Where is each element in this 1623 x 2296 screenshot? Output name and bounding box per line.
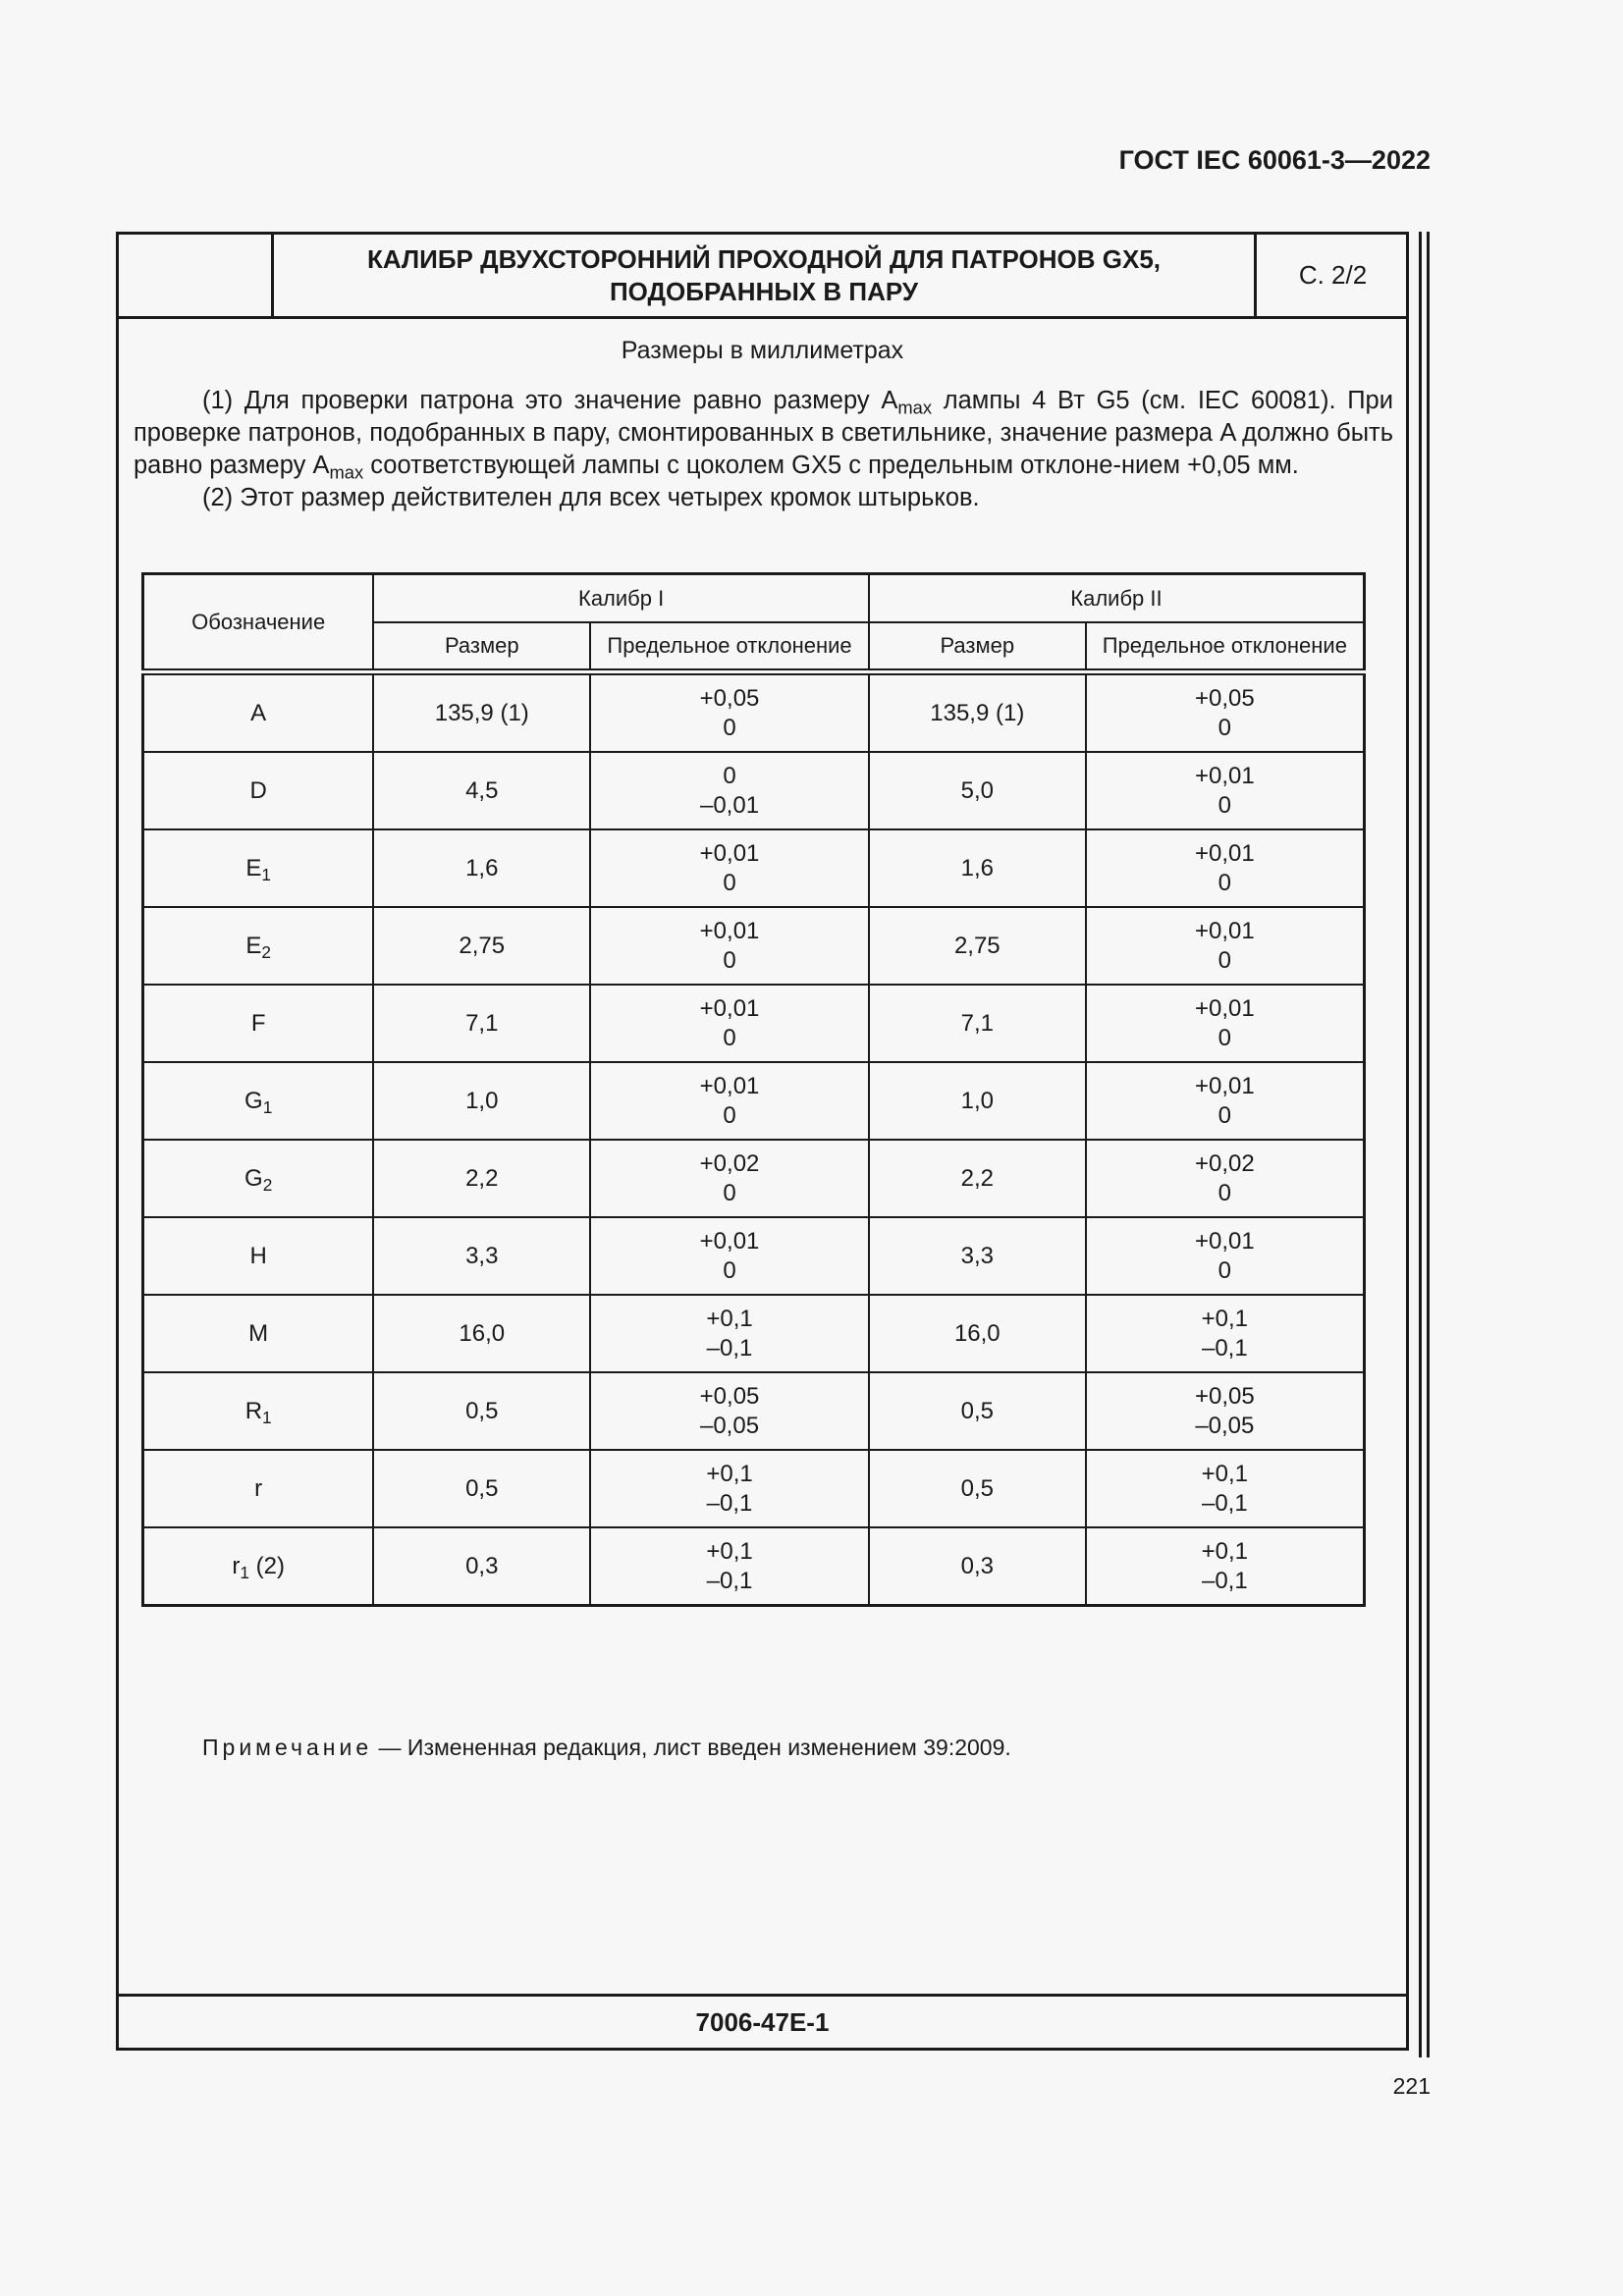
designation-letter: D [249,776,267,804]
table-row [143,907,1365,985]
tolerance-lower: 0 [1217,1024,1232,1051]
size-1-cell: 2,75 [373,907,590,985]
tolerance-upper: +0,01 [699,1072,760,1099]
note-1-text-b: лампы 4 Вт G5 (см. IEC 60081). При проверке патронов, подобранных в пару, смонтированных в светильнике, значение размера A должно быть равно размеру A [134,387,1393,479]
tolerance-lower: 0 [723,869,736,896]
designation-cell [143,985,374,1062]
size-1-cell: 0,5 [373,1372,590,1450]
size-2-cell: 3,3 [869,1217,1086,1295]
table-row [143,1062,1365,1140]
tolerance-upper: +0,1 [1201,1305,1249,1332]
note-1-sub-2: max [329,461,364,483]
table-row [143,985,1365,1062]
col-tolerance-2: Предельное отклонение [1086,622,1365,672]
page-number: 221 [1392,2073,1431,2099]
table-row [143,1217,1365,1295]
col-size-1: Размер [373,622,590,672]
designation-letter: E [245,932,262,959]
notes-block [134,385,1393,514]
tolerance-upper: +0,05 [1194,684,1255,712]
tolerance-lower: 0 [1217,869,1232,896]
tolerance-lower: 0 [1217,1101,1232,1129]
tolerance-2-cell [1086,752,1365,829]
tolerance-upper: +0,01 [1194,1072,1255,1099]
tolerance-upper: +0,1 [706,1537,753,1565]
tolerance-lower: –0,1 [706,1567,753,1594]
note-1-text-a: (1) Для проверки патрона это значение равно размеру A [202,387,898,414]
sheet-page-ref: С. 2/2 [1298,260,1368,290]
size-1-cell: 1,0 [373,1062,590,1140]
tolerance-upper: +0,05 [699,1382,760,1410]
designation-letter: M [248,1319,269,1347]
tolerance-1-cell [590,1372,869,1450]
designation-subscript: 1 [262,1096,273,1117]
designation-letter: F [250,1009,266,1037]
tolerance-lower: –0,1 [1201,1567,1248,1594]
tolerance-2-cell [1086,907,1365,985]
size-1-cell: 16,0 [373,1295,590,1372]
tolerance-upper: +0,01 [699,917,760,944]
units-caption: Размеры в миллиметрах [621,337,904,364]
size-2-cell: 2,75 [869,907,1086,985]
tolerance-2-cell [1086,672,1365,753]
tolerance-2-cell [1086,1217,1365,1295]
table-body [143,672,1365,1606]
sheet-code: 7006-47Е-1 [119,1994,1406,2048]
tolerance-upper: +0,01 [1194,994,1255,1022]
sheet-frame [116,232,1409,2051]
footnote [202,1735,1011,1761]
tolerance-upper: +0,1 [1201,1537,1249,1565]
size-1-cell: 0,3 [373,1527,590,1606]
tolerance-lower: 0 [723,1256,736,1284]
col-size-2: Размер [869,622,1086,672]
table-row [143,752,1365,829]
tolerance-lower: –0,1 [706,1489,753,1517]
tolerance-lower: 0 [723,946,736,974]
designation-letter: E [245,854,262,881]
tolerance-upper: +0,1 [1201,1460,1249,1487]
tolerance-upper: +0,01 [1194,762,1255,789]
designation-cell [143,907,374,985]
tolerance-1-cell [590,1217,869,1295]
sheet-title-line2: ПОДОБРАННЫХ В ПАРУ [609,276,919,306]
designation-letter: G [244,1087,263,1114]
table-row [143,1140,1365,1217]
tolerance-2-cell [1086,1062,1365,1140]
designation-letter: r [254,1474,263,1502]
size-1-cell: 7,1 [373,985,590,1062]
tolerance-lower: 0 [1217,1256,1232,1284]
designation-cell [143,1062,374,1140]
table-row [143,672,1365,753]
sheet-title [274,235,1257,316]
size-1-cell: 0,5 [373,1450,590,1527]
tolerance-upper: +0,01 [1194,917,1255,944]
size-2-cell: 5,0 [869,752,1086,829]
tolerance-upper: +0,01 [1194,1227,1255,1255]
size-2-cell: 16,0 [869,1295,1086,1372]
designation-letter: R [244,1397,263,1424]
size-2-cell: 1,0 [869,1062,1086,1140]
tolerance-2-cell [1086,1450,1365,1527]
size-2-cell: 1,6 [869,829,1086,907]
designation-subscript: 1 [262,1407,272,1427]
size-2-cell: 0,5 [869,1372,1086,1450]
tolerance-lower: 0 [1217,714,1232,741]
footnote-text: — Измененная редакция, лист введен изменением 39:2009. [372,1735,1011,1760]
tolerance-1-cell [590,985,869,1062]
tolerance-upper: +0,01 [1194,839,1255,867]
size-2-cell: 0,3 [869,1527,1086,1606]
tolerance-2-cell [1086,1527,1365,1606]
tolerance-upper: +0,02 [699,1149,760,1177]
designation-cell [143,1450,374,1527]
table-row [143,1372,1365,1450]
group-gauge-1: Калибр I [373,574,869,623]
tolerance-2-cell [1086,1140,1365,1217]
footnote-label: Примечание [202,1735,373,1760]
frame-rule-1 [1419,232,1422,2057]
tolerance-lower: 0 [723,1179,736,1206]
designation-cell [143,1527,374,1606]
tolerance-1-cell [590,829,869,907]
size-2-cell: 7,1 [869,985,1086,1062]
tolerance-1-cell [590,1450,869,1527]
tolerance-2-cell [1086,985,1365,1062]
tolerance-1-cell [590,1140,869,1217]
designation-cell [143,1140,374,1217]
designation-letter: r [232,1552,241,1579]
sheet-header [119,235,1406,319]
tolerance-1-cell [590,1062,869,1140]
table-row [143,829,1365,907]
tolerance-upper: +0,1 [706,1305,753,1332]
note-1-sub-1: max [897,397,933,418]
note-2: (2) Этот размер действителен для всех четырех кромок штырьков. [202,484,980,511]
sheet-title-line1: КАЛИБР ДВУХСТОРОННИЙ ПРОХОДНОЙ ДЛЯ ПАТРОНОВ GX5, [366,243,1162,274]
designation-letter: A [250,699,267,726]
size-1-cell: 3,3 [373,1217,590,1295]
tolerance-upper: +0,1 [706,1460,753,1487]
standard-code: ГОСТ IEC 60061-3—2022 [1118,145,1431,175]
tolerance-upper: +0,02 [1194,1149,1255,1177]
designation-suffix: (2) [248,1552,285,1579]
tolerance-2-cell [1086,829,1365,907]
tolerance-lower: 0 [723,1101,736,1129]
tolerance-lower: 0 [1217,791,1232,819]
tolerance-lower: 0 [723,1024,736,1051]
designation-subscript: 1 [261,864,271,884]
tolerance-2-cell [1086,1372,1365,1450]
tolerance-lower: 0 [723,714,736,741]
size-1-cell: 1,6 [373,829,590,907]
header-blank-cell [119,235,274,316]
tolerance-lower: 0 [1217,1179,1232,1206]
designation-cell [143,672,374,753]
designation-cell [143,829,374,907]
tolerance-upper: 0 [723,762,736,789]
designation-letter: H [249,1242,267,1269]
tolerance-lower: –0,05 [1195,1412,1255,1439]
tolerance-1-cell [590,672,869,753]
size-2-cell: 0,5 [869,1450,1086,1527]
tolerance-lower: –0,1 [706,1334,753,1362]
designation-subscript: 2 [262,1174,273,1195]
tolerance-lower: –0,1 [1201,1334,1248,1362]
designation-cell [143,1295,374,1372]
tolerance-lower: 0 [1217,946,1232,974]
tolerance-upper: +0,01 [699,994,760,1022]
tolerance-upper: +0,01 [699,839,760,867]
table-row [143,1527,1365,1606]
tolerance-1-cell [590,1295,869,1372]
designation-cell [143,1217,374,1295]
size-2-cell: 2,2 [869,1140,1086,1217]
size-1-cell: 2,2 [373,1140,590,1217]
col-tolerance-1: Предельное отклонение [590,622,869,672]
tolerance-lower: –0,1 [1201,1489,1248,1517]
group-gauge-2: Калибр II [869,574,1365,623]
table-row [143,1295,1365,1372]
designation-letter: G [244,1164,263,1192]
col-designation: Обозначение [143,574,374,672]
designation-cell [143,1372,374,1450]
gauge-table [141,572,1366,1607]
size-1-cell: 4,5 [373,752,590,829]
size-1-cell: 135,9 (1) [373,672,590,753]
tolerance-upper: +0,01 [699,1227,760,1255]
table-row [143,1450,1365,1527]
tolerance-upper: +0,05 [1194,1382,1255,1410]
designation-subscript: 2 [261,941,271,962]
tolerance-lower: –0,01 [699,791,760,819]
tolerance-1-cell [590,907,869,985]
tolerance-lower: –0,05 [699,1412,760,1439]
tolerance-2-cell [1086,1295,1365,1372]
note-1-text-c: соответствующей лампы с цоколем GX5 с предельным отклоне-нием +0,05 мм. [363,452,1299,479]
designation-subscript: 1 [240,1562,249,1582]
tolerance-upper: +0,05 [699,684,760,712]
tolerance-1-cell [590,1527,869,1606]
size-2-cell: 135,9 (1) [869,672,1086,753]
frame-rule-2 [1427,232,1430,2057]
note-1 [134,385,1393,482]
designation-cell [143,752,374,829]
tolerance-1-cell [590,752,869,829]
